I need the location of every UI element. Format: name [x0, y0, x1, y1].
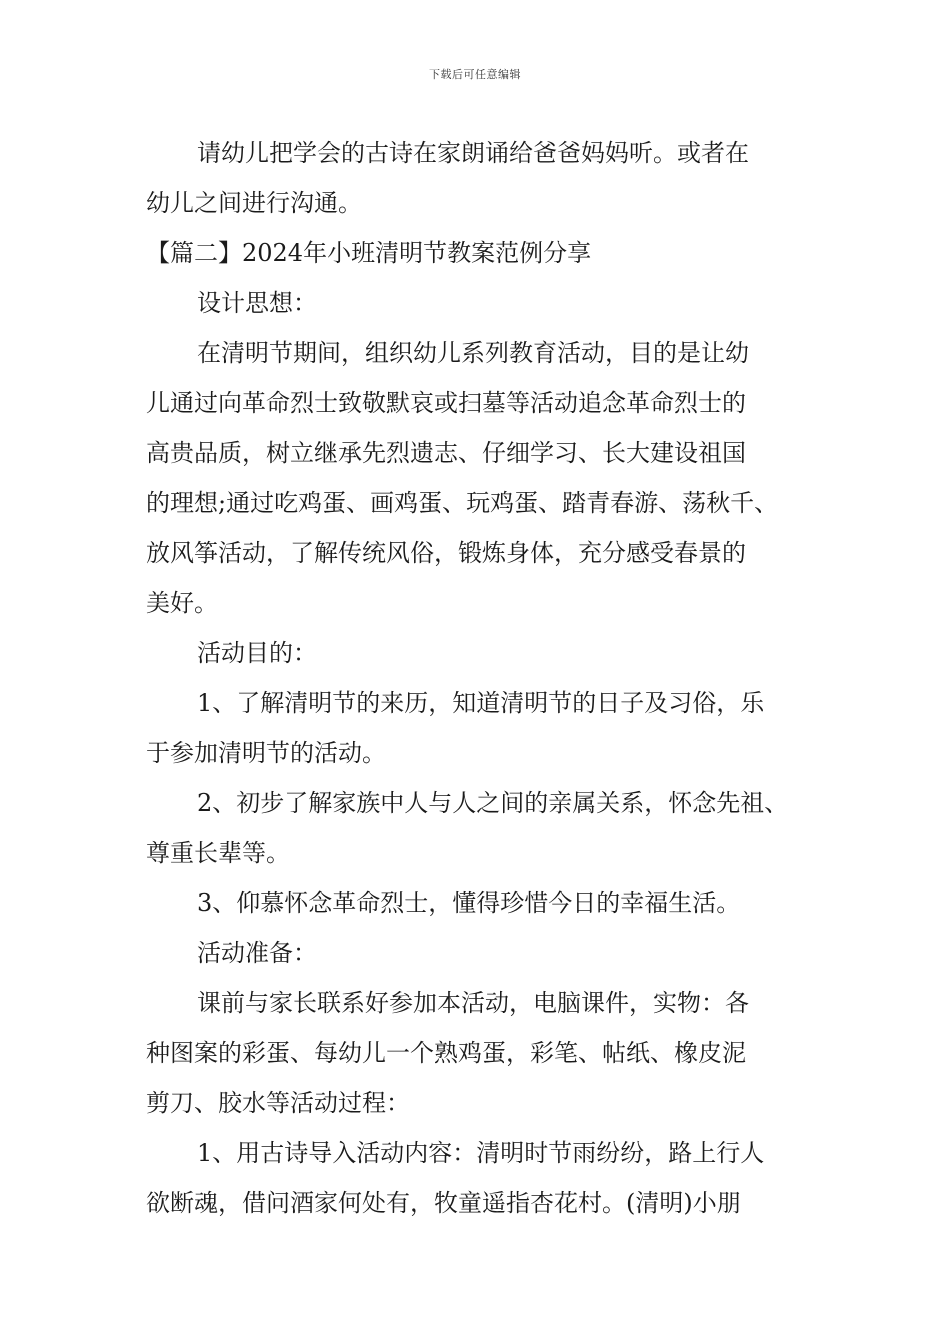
text-line: 3、仰慕怀念革命烈士，懂得珍惜今日的幸福生活。	[197, 889, 741, 917]
text-line: 【篇二】2024年小班清明节教案范例分享	[146, 239, 592, 267]
text-line: 的理想;通过吃鸡蛋、画鸡蛋、玩鸡蛋、踏青春游、荡秋千、	[146, 489, 779, 517]
text-line: 高贵品质，树立继承先烈遗志、仔细学习、长大建设祖国	[146, 439, 746, 467]
text-line: 设计思想：	[197, 289, 317, 317]
text-line: 活动准备：	[197, 939, 317, 967]
page-header-note: 下载后可任意编辑	[429, 68, 521, 81]
text-line: 1、了解清明节的来历，知道清明节的日子及习俗，乐	[197, 689, 765, 717]
text-line: 放风筝活动，了解传统风俗，锻炼身体，充分感受春景的	[146, 539, 746, 567]
text-line: 课前与家长联系好参加本活动，电脑课件，实物：各	[197, 989, 749, 1017]
text-line: 儿通过向革命烈士致敬默哀或扫墓等活动追念革命烈士的	[146, 389, 746, 417]
text-line: 请幼儿把学会的古诗在家朗诵给爸爸妈妈听。或者在	[197, 139, 749, 167]
text-line: 种图案的彩蛋、每幼儿一个熟鸡蛋，彩笔、帖纸、橡皮泥	[146, 1039, 746, 1067]
text-line: 在清明节期间，组织幼儿系列教育活动，目的是让幼	[197, 339, 749, 367]
text-line: 剪刀、胶水等活动过程：	[146, 1089, 410, 1117]
text-line: 2、初步了解家族中人与人之间的亲属关系，怀念先祖、	[197, 789, 789, 817]
text-line: 于参加清明节的活动。	[146, 739, 386, 767]
text-line: 美好。	[146, 589, 218, 617]
document-body	[146, 128, 822, 1228]
text-line: 幼儿之间进行沟通。	[146, 189, 362, 217]
text-line: 尊重长辈等。	[146, 839, 290, 867]
text-line: 欲断魂，借问酒家何处有，牧童遥指杏花村。(清明)小朋	[146, 1189, 741, 1217]
text-line: 1、用古诗导入活动内容：清明时节雨纷纷，路上行人	[197, 1139, 765, 1167]
text-line: 活动目的：	[197, 639, 317, 667]
